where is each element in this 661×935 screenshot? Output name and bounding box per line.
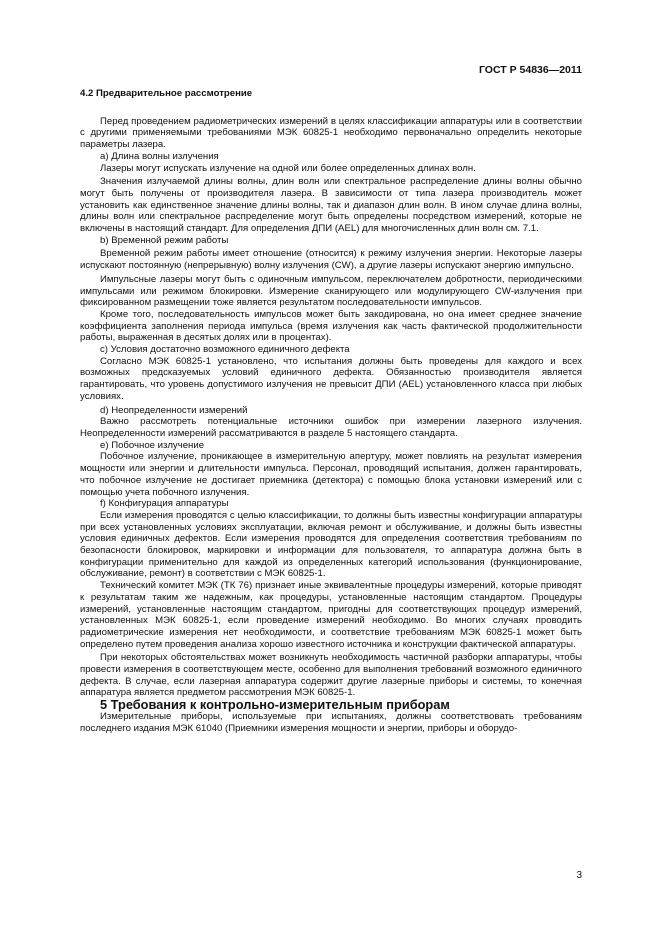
list-item-e: e) Побочное излучение (100, 439, 205, 451)
paragraph: Измерительные приборы, используемые при испытаниях, должны соответствовать требованиям последнего издания МЭК 61040 (Приемники измерения мощности и энергии, приборы и оборудо- (80, 710, 582, 734)
list-item-c: c) Условия достаточно возможного единичного дефекта (100, 344, 350, 356)
paragraph: Согласно МЭК 60825-1 установлено, что испытания должны быть проведены для каждого и всех возможных предсказуемых условий единичного дефекта. Обязанностью производителя является гарантировать, что уровень допустимого излучения не превысит ДПИ (AEL) установленного класса при любых условиях. (80, 355, 582, 402)
page-number: 3 (576, 870, 582, 881)
paragraph: Лазеры могут испускать излучение на одной или более определенных длинах волн. (100, 162, 476, 174)
list-item-f: f) Конфигурация аппаратуры (100, 498, 229, 510)
document-header: ГОСТ Р 54836—2011 (478, 64, 582, 76)
paragraph: Если измерения проводятся с целью классификации, то должны быть известны конфигурации аппаратуры при всех установленных условиях эксплуатации, включая ремонт и обслуживание, и должны быть известны условия единичных дефектов. Если измерения проводятся для определения соответствия требованиям по безопасности блокировок, маркировки и информации для пользователя, то аппаратура должна быть в конфигурации применительно для каждой из определенных категорий использования (функционирование, обслуживание, ремонт) в соответствии с МЭК 60825-1. (80, 509, 582, 580)
paragraph: Важно рассмотреть потенциальные источники ошибок при измерении лазерного излучения. Неопределенности измерений рассматриваются в разделе 5 настоящего стандарта. (80, 416, 582, 439)
section-5-title: 5 Требования к контрольно-измерительным приборам (100, 697, 450, 713)
page-content (80, 88, 582, 734)
paragraph: Кроме того, последовательность импульсов может быть закодирована, но она имеет среднее значение коэффициента заполнения периода импульса (время излучения как часть фактической продолжительности работы, выраженная в десятых долях или в процентах). (80, 308, 582, 344)
paragraph: Значения излучаемой длины волны, длин волн или спектральное распределение длины волны обычно могут быть получены от производителя лазера. В зависимости от типа лазера производитель может установить как единственное значение длины волны, так и диапазон длин волн. В ином случае длина волны, длины волн или спектральное распределение могут быть определены посредством измерений, которые не включены в настоящий стандарт. Для определения ДПИ (AEL) для многочисленных длин волн см. 7.1. (80, 176, 582, 235)
paragraph: Перед проведением радиометрических измерений в целях классификации аппаратуры или в соответствии с другими применяемыми требованиями МЭК 60825-1 необходимо первоначально определить некоторые параметры лазера. (80, 115, 582, 151)
list-item-a: а) Длина волны излучения (100, 150, 219, 162)
paragraph: Временной режим работы имеет отношение (относится) к режиму излучения энергии. Некоторые лазеры испускают постоянную (непрерывную) волну излучения (CW), а другие лазеры испускают энергию импульсно. (80, 248, 582, 272)
list-item-d: d) Неопределенности измерений (100, 404, 248, 416)
paragraph: При некоторых обстоятельствах может возникнуть необходимость частичной разборки аппаратуры, чтобы провести измерения в соответствующем месте, особенно для выполнения требований возможного единичного дефекта. В случае, если лазерная аппаратура содержит другие лазерные приборы и системы, то конечная аппаратура является предметом рассмотрения МЭК 60825-1. (80, 652, 582, 699)
paragraph: Технический комитет МЭК (ТК 76) признает иные эквивалентные процедуры измерений, которые приводят к результатам таким же надежным, как процедуры, установленные настоящим стандартом. Процедуры измерений, установленные настоящим стандартом, пригодны для соответствующих процедур измерений, установленных МЭК 60825-1, если проведение измерений необходимо. Во многих случаях проводить радиометрические измерения нет необходимости, и соответствие требованиям МЭК 60825-1 может быть определено путем проведения анализа хорошо известного источника и конструкции фактической аппаратуры. (80, 580, 582, 650)
section-4-2-title: 4.2 Предварительное рассмотрение (80, 88, 253, 99)
list-item-b: b) Временной режим работы (100, 234, 229, 246)
paragraph: Импульсные лазеры могут быть с одиночным импульсом, переключателем добротности, периодическими импульсами или режимом блокировки. Измерение сканирующего или модулирующего CW-излучения при фиксированном размещении тоже является результатом последовательности импульсов. (80, 273, 582, 309)
paragraph: Побочное излучение, проникающее в измерительную апертуру, может повлиять на результат измерения мощности или энергии и длительности импульса. Персонал, проводящий испытания, должен гарантировать, что побочное излучение не достигает приемника (детектора) с помощью блока установки измерений или с помощью учета побочного излучения. (80, 451, 582, 498)
